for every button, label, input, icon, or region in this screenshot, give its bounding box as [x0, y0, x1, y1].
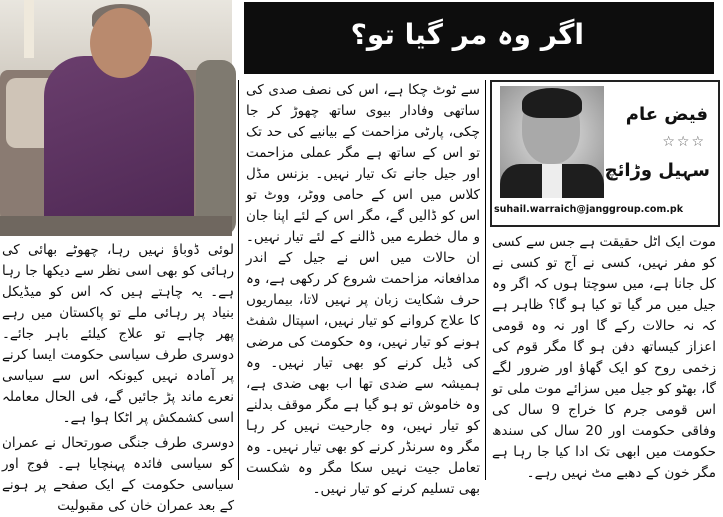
news-photo: [0, 0, 232, 236]
photo-man-body: [44, 56, 194, 236]
author-hair: [522, 88, 582, 118]
headline-banner: [244, 2, 714, 74]
paragraph: لوئی ڈوباؤ نہیں رہا، چھوٹے بھائی کی رہائی کو بھی اسی نظر سے دیکھا جا رہا ہے۔ یہ چاہتے ہیں کہ اس کو میڈیکل بنیاد پر رہائی ملے تو پاکستان میں رہے پھر چاہے تو علاج کیلئے باہر جائے۔ دوسری طرف سیاسی حکومت ایسا کرنے پر آمادہ نہیں کیونکہ اس سے سیاسی نعرے ماند پڑ جائیں گے، فی الحال معاملہ اسی کشمکش پر اٹکا ہوا ہے۔: [2, 242, 234, 426]
stars-icon: ☆☆☆: [662, 134, 706, 150]
article-column-3: [2, 240, 234, 514]
author-email: suhail.warraich@janggroup.com.pk: [494, 204, 684, 215]
author-collar: [542, 164, 562, 198]
photo-man-head: [90, 8, 152, 78]
paragraph: دوسری طرف جنگی صورتحال نے عمران کو سیاسی فائدہ پہنچایا ہے۔ فوج اور سیاسی حکومت کے ایک صفحے پر ہونے کے بعد عمران خان کی مقبولیت: [2, 435, 234, 514]
photo-lamp: [24, 0, 34, 58]
article-column-2: [245, 80, 480, 497]
headline: اگر وہ مر گیا تو؟: [350, 18, 584, 51]
article-column-1: [492, 232, 716, 480]
author-box: [490, 80, 720, 227]
column-divider: [238, 80, 239, 480]
column-divider: [485, 80, 486, 480]
photo-floor: [0, 216, 232, 236]
column-name: فیض عام: [625, 104, 708, 125]
photo-second-person: [196, 60, 236, 236]
paragraph: موت ایک اٹل حقیقت ہے جس سے کسی کو مفر نہیں، کسی نے آج تو کسی نے کل جانا ہے، میں سوچتا ہوں کہ اگر وہ جیل میں مر گیا تو کیا ہو گا؟ ظاہر ہے کہ نہ حالات رکے گا اور نہ وہ قومی اعزاز کیساتھ دفن ہو گا مگر قوم کی زخمی روح کو ایک گھاؤ اور ضرور لگے گا، بھٹو کو جیل میں سزائے موت ملی تو اس قومی جرم کا خراج 9 سال کی وفاقی حکومت اور 20 سال کی سندھ حکومت میں ابھی تک ادا کیا جا رہا ہے مگر خون کے دھبے مٹ نہیں رہے۔: [492, 234, 716, 481]
author-name: سہیل وڑائچ: [604, 160, 710, 181]
author-portrait: [500, 86, 604, 194]
paragraph: سے ٹوٹ چکا ہے، اس کی نصف صدی کی ساتھی وفادار بیوی ساتھ چھوڑ کر جا چکی، پارٹی مزاحمت کے بیانیے کی حد تک تو اس کے ساتھ ہے مگر عملی مزاحمت اور جیل جانے تک تیار نہیں۔ بزنس مڈل کلاس میں اس کے حامی ووٹر، ووٹ تو اس کو ڈالیں گے، مگر اس کے لئے اپنا جان و مال خطرے میں ڈالنے کے لئے تیار نہیں۔ ان حالات میں اس نے جیل کے اندر مدافعانہ مزاحمت شروع کر رکھی ہے، وہ حرف شکایت زبان پر نہیں لاتا، بیماریوں کا علاج کروانے کو تیار نہیں، اسپتال شفٹ ہونے کو تیار نہیں، وہ حکومت کی مرضی کی ڈیل کرنے کو بھی تیار نہیں۔ وہ ہمیشہ سے ضدی تھا اب بھی ضدی ہے، وہ خاموش تو ہو گیا ہے مگر موقف بدلنے کو تیار نہیں، وہ جارحیت نہیں کر رہا مگر وہ سرنڈر کرنے کو بھی تیار نہیں۔ وہ تعامل جیت نہیں سکا مگر وہ شکست بھی تسلیم کرنے کو تیار نہیں۔: [245, 82, 480, 497]
